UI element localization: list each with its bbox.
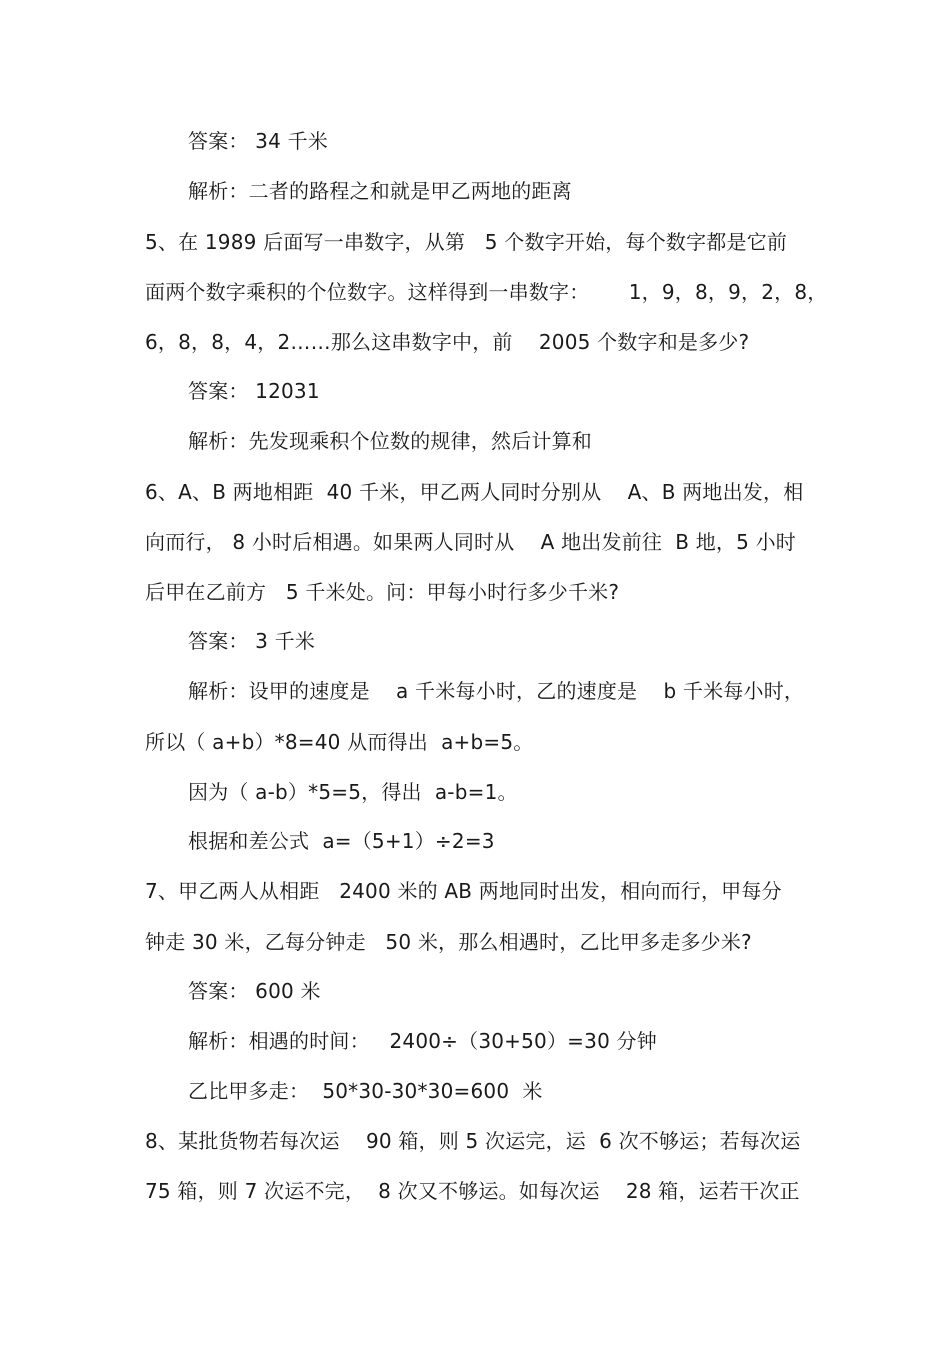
question-8-line-1: 8、某批货物若每次运 90 箱，则 5 次运完，运 6 次不够运；若每次运 <box>145 1129 801 1153</box>
analysis-q7-line-1: 解析：相遇的时间： 2400÷（30+50）=30 分钟 <box>188 1029 657 1053</box>
answer-q4: 答案： 34 千米 <box>188 129 328 153</box>
answer-q7: 答案： 600 米 <box>188 979 321 1003</box>
question-6-line-1: 6、A、B 两地相距 40 千米，甲乙两人同时分别从 A、B 两地出发，相 <box>145 480 804 504</box>
answer-q6: 答案： 3 千米 <box>188 629 316 653</box>
question-7-line-2: 钟走 30 米，乙每分钟走 50 米，那么相遇时，乙比甲多走多少米? <box>145 930 752 954</box>
analysis-q7-line-2: 乙比甲多走： 50*30-30*30=600 米 <box>188 1079 543 1103</box>
analysis-q6-line-1: 解析：设甲的速度是 a 千米每小时，乙的速度是 b 千米每小时， <box>188 679 805 703</box>
answer-q5: 答案： 12031 <box>188 379 320 403</box>
analysis-q6-line-3: 因为（ a-b）*5=5，得出 a-b=1。 <box>188 780 518 804</box>
question-5-line-2: 面两个数字乘积的个位数字。这样得到一串数字： 1，9，8，9，2，8， <box>145 280 828 304</box>
question-5-line-3: 6，8，8，4，2……那么这串数字中，前 2005 个数字和是多少? <box>145 330 750 354</box>
analysis-q6-line-4: 根据和差公式 a=（5+1）÷2=3 <box>188 829 495 853</box>
analysis-q5: 解析：先发现乘积个位数的规律，然后计算和 <box>188 429 592 453</box>
analysis-q4: 解析：二者的路程之和就是甲乙两地的距离 <box>188 179 572 203</box>
question-7-line-1: 7、甲乙两人从相距 2400 米的 AB 两地同时出发，相向而行，甲每分 <box>145 879 782 903</box>
question-6-line-2: 向而行， 8 小时后相遇。如果两人同时从 A 地出发前往 B 地，5 小时 <box>145 530 796 554</box>
question-6-line-3: 后甲在乙前方 5 千米处。问：甲每小时行多少千米? <box>145 580 620 604</box>
analysis-q6-line-2: 所以（ a+b）*8=40 从而得出 a+b=5。 <box>145 730 534 754</box>
question-8-line-2: 75 箱，则 7 次运不完， 8 次又不够运。如每次运 28 箱，运若干次正 <box>145 1179 800 1203</box>
question-5-line-1: 5、在 1989 后面写一串数字，从第 5 个数字开始，每个数字都是它前 <box>145 230 788 254</box>
